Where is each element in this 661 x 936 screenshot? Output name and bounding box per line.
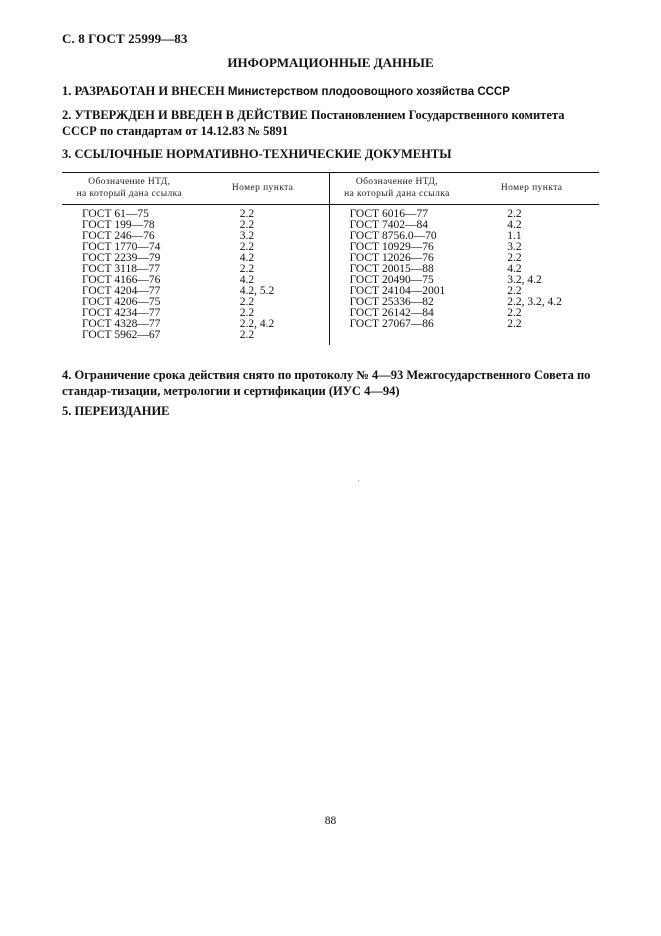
table-row [62, 330, 599, 345]
info-item-3 [62, 146, 602, 162]
point-right: 2.2 [507, 285, 522, 297]
col-header-point-right: Номер пункта [464, 173, 599, 205]
doc-code-right [329, 330, 464, 345]
item-caps: РАЗРАБОТАН И ВНЕСЕН [74, 84, 225, 98]
point-left: 3.2 [197, 231, 329, 242]
doc-code-right: ГОСТ 7402—84 [349, 219, 428, 231]
table-body [62, 205, 599, 346]
doc-code-right: ГОСТ 12026—76 [349, 252, 434, 264]
references-table [62, 172, 599, 345]
page-number: 88 [324, 815, 337, 827]
point-left: 2.2 [197, 220, 329, 231]
item-text: Министерством плодоовощного хозяйства СССР [227, 86, 510, 98]
point-left: 2.2 [197, 297, 329, 308]
point-right: 3.2, 4.2 [507, 274, 542, 286]
info-item-2 [62, 107, 602, 139]
doc-code-right: ГОСТ 27067—86 [349, 318, 434, 330]
doc-code-right: ГОСТ 10929—76 [349, 241, 434, 253]
point-right: 2.2 [507, 307, 522, 319]
section-title: ИНФОРМАЦИОННЫЕ ДАННЫЕ [227, 55, 434, 70]
point-left: 4.2 [197, 275, 329, 286]
scan-speck [358, 480, 359, 481]
col-header-doc-line2: на который дана ссылка [344, 189, 450, 199]
item-caps: ПЕРЕИЗДАНИЕ [74, 404, 170, 418]
point-left: 2.2 [197, 205, 329, 221]
doc-code-left: ГОСТ 4166—76 [82, 274, 161, 286]
point-left: 2.2, 4.2 [197, 319, 329, 330]
doc-code-left: ГОСТ 4234—77 [82, 307, 161, 319]
point-left: 2.2 [197, 242, 329, 253]
doc-code-right: ГОСТ 8756.0—70 [349, 230, 437, 242]
page-header: С. 8 ГОСТ 25999—83 [62, 31, 188, 46]
doc-code-right: ГОСТ 6016—77 [349, 208, 428, 220]
item-caps: ССЫЛОЧНЫЕ НОРМАТИВНО-ТЕХНИЧЕСКИЕ ДОКУМЕНТЫ [74, 147, 452, 161]
point-right: 2.2 [507, 208, 522, 220]
point-left: 4.2, 5.2 [197, 286, 329, 297]
col-header-doc-line1: Обозначение НТД, [355, 177, 439, 187]
info-item-5 [62, 403, 602, 419]
table-row [62, 205, 599, 221]
item-number: 3. [62, 147, 72, 161]
doc-code-left: ГОСТ 61—75 [82, 208, 149, 220]
doc-code-left: ГОСТ 4206—75 [82, 296, 161, 308]
doc-code-right: ГОСТ 20490—75 [349, 274, 434, 286]
info-item-1 [62, 83, 602, 100]
doc-code-left: ГОСТ 4204—77 [82, 285, 161, 297]
point-left: 2.2 [197, 308, 329, 319]
doc-code-left: ГОСТ 1770—74 [82, 241, 161, 253]
point-left: 4.2 [197, 253, 329, 264]
doc-code-left: ГОСТ 246—76 [82, 230, 155, 242]
item-number: 2. [62, 108, 72, 122]
table-header-row [62, 173, 599, 205]
item-number: 1. [62, 84, 72, 98]
item-text: Постановлением Государственного комитета СССР по стандартам от 14.12.83 № 5891 [62, 108, 565, 138]
item-caps: УТВЕРЖДЕН И ВВЕДЕН В ДЕЙСТВИЕ [74, 108, 308, 122]
col-header-doc-line2: на который дана ссылка [76, 189, 183, 199]
doc-code-left: ГОСТ 199—78 [82, 219, 155, 231]
point-right: 2.2 [507, 252, 522, 264]
col-header-point: Номер пункта [197, 173, 329, 205]
point-right: 4.2 [507, 219, 522, 231]
col-header-doc-right [329, 173, 464, 205]
point-right: 2.2 [507, 318, 522, 330]
point-right: 2.2, 3.2, 4.2 [507, 296, 562, 308]
doc-code-right: ГОСТ 26142—84 [349, 307, 434, 319]
doc-code-left: ГОСТ 2239—79 [82, 252, 161, 264]
item-number: 5. [62, 404, 72, 418]
doc-code-right: ГОСТ 25336—82 [349, 296, 434, 308]
col-header-doc [62, 173, 197, 205]
doc-code-right: ГОСТ 20015—88 [349, 263, 434, 275]
point-right: 3.2 [507, 241, 522, 253]
point-right: 1.1 [507, 230, 522, 242]
point-right [464, 330, 599, 345]
doc-code-left: ГОСТ 4328—77 [82, 318, 161, 330]
doc-code-left: ГОСТ 5962—67 [82, 329, 161, 341]
point-left: 2.2 [197, 330, 329, 345]
doc-code-left: ГОСТ 3118—77 [82, 263, 160, 275]
point-left: 2.2 [197, 264, 329, 275]
doc-code-right: ГОСТ 24104—2001 [349, 285, 446, 297]
point-right: 4.2 [507, 263, 522, 275]
item-text: Ограничение срока действия снято по протоколу № 4—93 Межгосударственного Совета по стандар-тизации, метрологии и сертификации (ИУС 4—94) [62, 368, 591, 398]
info-item-4 [62, 367, 602, 399]
item-number: 4. [62, 368, 72, 382]
col-header-doc-line1: Обозначение НТД, [88, 177, 171, 187]
